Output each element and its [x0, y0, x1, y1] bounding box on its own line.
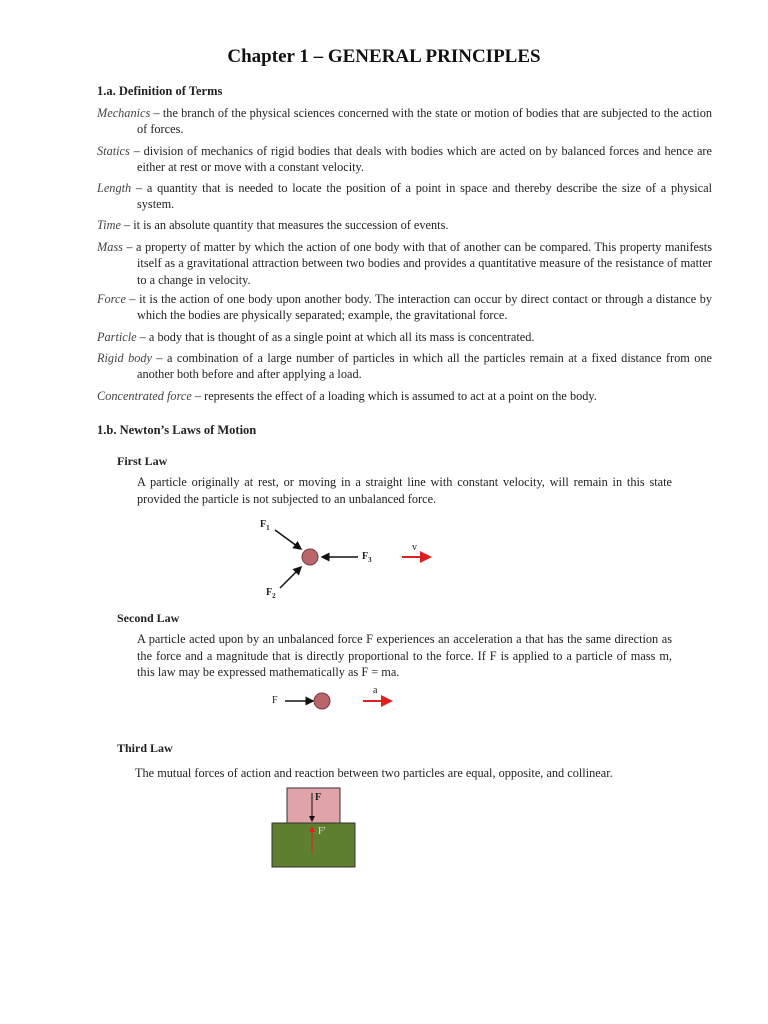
- definition-text: – division of mechanics of rigid bodies that deals with bodies which are acted on by balanced forces and hence are either at rest or move with a constant velocity.: [129, 144, 712, 175]
- f-action-label: F: [315, 792, 322, 803]
- second-law-diagram: [265, 685, 405, 720]
- definition-text: – it is an absolute quantity that measures the succession of events.: [120, 218, 449, 232]
- f-label: F: [272, 695, 278, 706]
- f-reaction-label: F': [318, 826, 326, 837]
- a-label: a: [373, 685, 378, 696]
- definition-term: Concentrated force: [97, 389, 192, 403]
- page-title: Chapter 1 – GENERAL PRINCIPLES: [227, 46, 541, 67]
- particle: [314, 693, 330, 709]
- f1-label: $F_1$: [260, 519, 270, 532]
- f1-arrow: [275, 530, 301, 549]
- first-law-heading: First Law: [117, 454, 168, 468]
- definition-term: Time: [97, 218, 121, 232]
- definition-text: – a quantity that is needed to locate the position of a point in space and thereby describe the size of a physical system.: [131, 181, 712, 212]
- definition-term: Statics: [97, 144, 130, 158]
- v-label: v: [412, 542, 417, 553]
- definition-text: – it is the action of one body upon another body. The interaction can occur by direct contact or through a distance by which the bodies are physically separated; example, the gravitational force.: [125, 292, 712, 323]
- first-law-text: A particle originally at rest, or moving in a straight line with constant velocity, will remain in this state provided the particle is not subjected to an unbalanced force.: [137, 475, 672, 506]
- definition-text: – the branch of the physical sciences concerned with the state or motion of bodies that are subjected to the action of forces.: [137, 106, 712, 137]
- second-law-heading: Second Law: [117, 611, 180, 625]
- definition-text: – represents the effect of a loading which is assumed to act at a point on the body.: [191, 389, 597, 403]
- f2-label: $F_2$: [266, 587, 276, 600]
- third-law-text: The mutual forces of action and reaction between two particles are equal, opposite, and collinear.: [135, 766, 613, 780]
- definition-term: Mechanics: [97, 106, 151, 120]
- definition-item: [97, 217, 712, 233]
- definition-item: [97, 388, 712, 404]
- particle: [302, 549, 318, 565]
- first-law-diagram: [250, 515, 450, 610]
- definition-item: [97, 350, 712, 383]
- definition-item: [97, 180, 712, 213]
- third-law-heading: Third Law: [117, 741, 173, 755]
- definition-item: [97, 329, 712, 345]
- definition-term: Rigid body: [97, 351, 152, 365]
- definition-item: [97, 239, 712, 288]
- definition-term: Particle: [97, 330, 137, 344]
- f3-label: $F_3$: [362, 551, 372, 564]
- definition-item: [97, 105, 712, 138]
- definition-text: – a property of matter by which the action of one body with that of another can be compared. This property manifests itself as a gravitational attraction between two bodies and provides a quantitative measure of the resistance of matter to a change in velocity.: [122, 240, 712, 287]
- definition-term: Mass: [97, 240, 123, 254]
- definition-item: [97, 291, 712, 324]
- definition-text: – a body that is thought of as a single point at which all its mass is concentrated.: [136, 330, 535, 344]
- section-heading-newtons-laws: 1.b. Newton’s Laws of Motion: [97, 423, 257, 437]
- definition-term: Length: [97, 181, 132, 195]
- section-heading-definitions: 1.a. Definition of Terms: [97, 84, 223, 98]
- f2-arrow: [280, 567, 301, 588]
- definition-text: – a combination of a large number of particles in which all the particles remain at a fixed distance from one another both before and after applying a load.: [137, 351, 712, 382]
- second-law-text: A particle acted upon by an unbalanced force F experiences an acceleration a that has the same direction as the force and a magnitude that is directly proportional to the force. If F is applied to a particle of mass m, this law may be expressed mathematically as F = ma.: [137, 632, 672, 679]
- definition-term: Force: [97, 292, 126, 306]
- definition-item: [97, 143, 712, 176]
